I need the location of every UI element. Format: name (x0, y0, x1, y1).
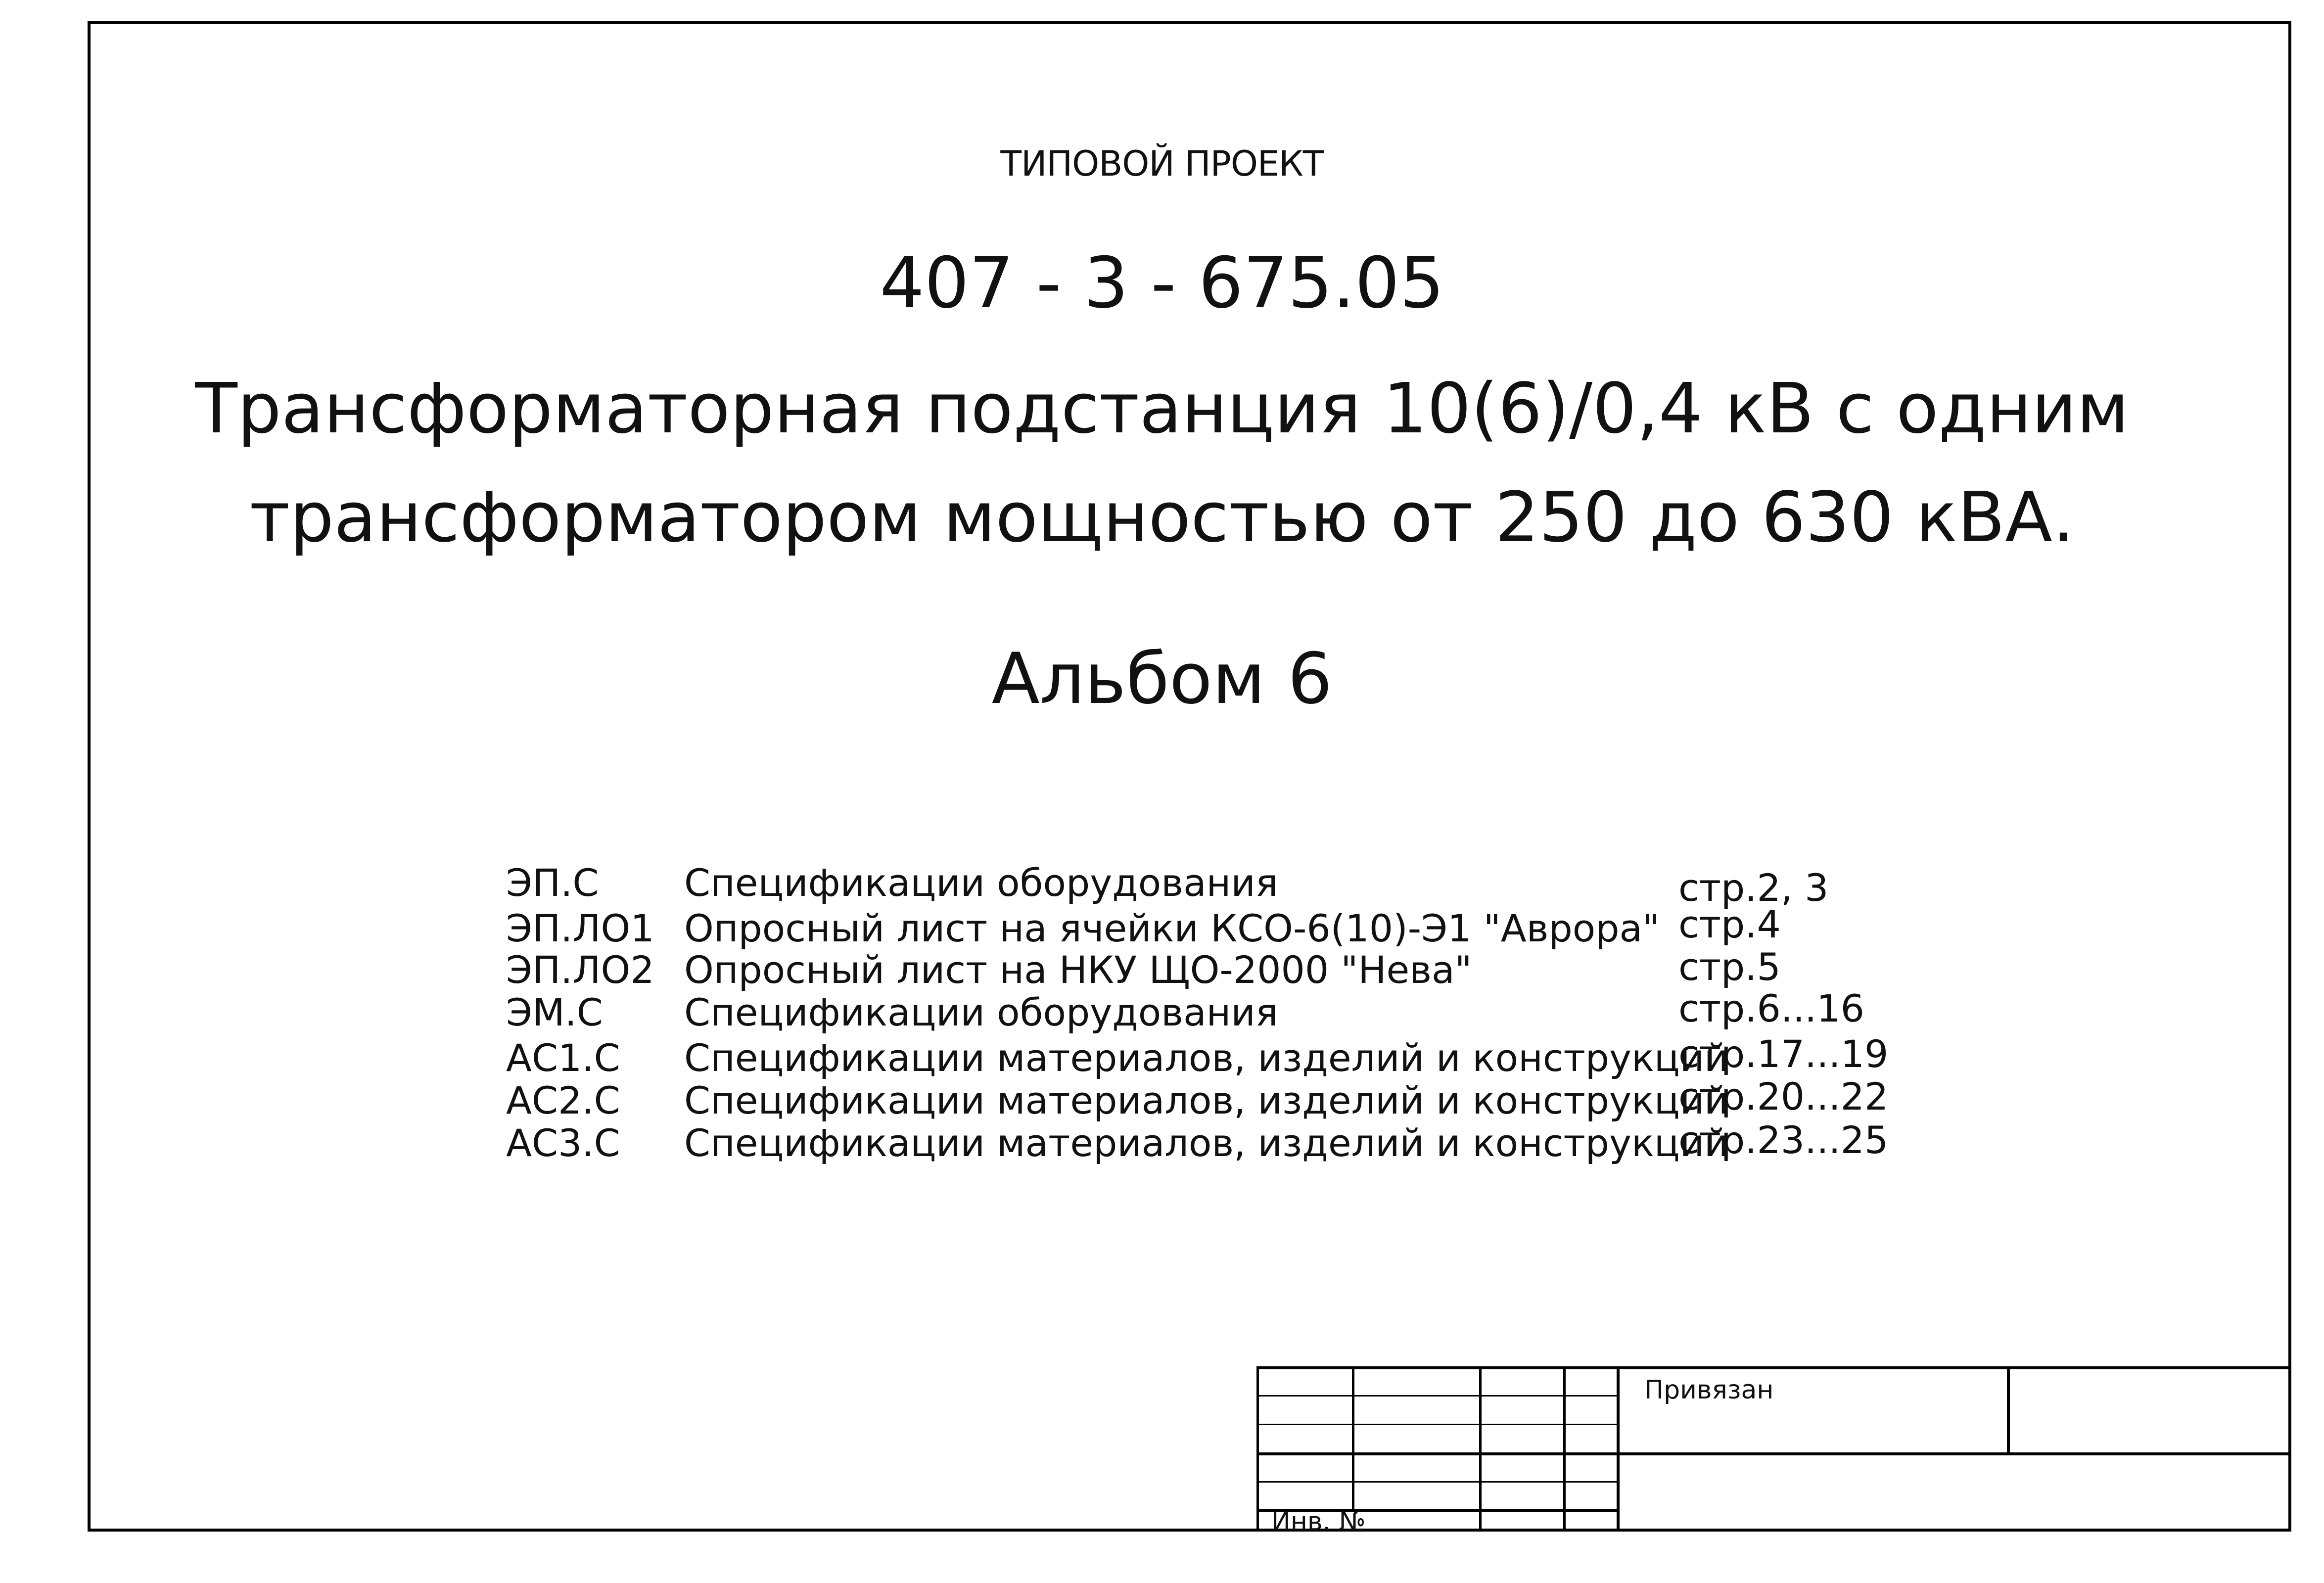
title-block-left-border (1256, 1366, 1259, 1532)
contents-row (0, 986, 2324, 1035)
contents-row (0, 1118, 2324, 1165)
contents-description: Опросный лист на ячейки КСО-6(10)-Э1 "Аврора" (684, 906, 1660, 950)
title-line-1: Трансформаторная подстанция 10(6)/0,4 кВ с одним (195, 369, 2129, 449)
contents-description: Спецификации материалов, изделий и конструкций (684, 1078, 1729, 1122)
contents-description: Спецификации оборудования (684, 990, 1278, 1034)
contents-pages: стр.6...16 (1678, 986, 1864, 1030)
contents-code: ЭП.ЛО2 (506, 948, 654, 992)
contents-code: ЭМ.С (506, 990, 603, 1034)
contents-pages: стр.17...19 (1678, 1032, 1889, 1076)
contents-row (0, 902, 2324, 951)
contents-code: ЭП.ЛО1 (506, 906, 654, 950)
title-line-2: трансформатором мощностью от 250 до 630 кВА. (249, 477, 2075, 558)
title-block-top-border (1256, 1366, 2291, 1369)
series-label: ТИПОВОЙ ПРОЕКТ (1000, 143, 1324, 184)
title-block-column-line (2007, 1366, 2010, 1452)
title-block-column-line (1617, 1366, 1620, 1532)
inventory-label: Инв. № (1271, 1507, 1366, 1536)
album-number: Альбом 6 (991, 638, 1333, 720)
contents-code: АС1.С (506, 1036, 620, 1080)
title-block-divider (1256, 1481, 1617, 1483)
contents-pages: стр.23...25 (1678, 1118, 1889, 1162)
contents-description: Спецификации материалов, изделий и конструкций (684, 1121, 1729, 1165)
title-block-divider (1256, 1424, 1617, 1425)
title-block-column-line (1352, 1366, 1354, 1509)
contents-description: Спецификации материалов, изделий и конструкций (684, 1036, 1729, 1080)
title-block-divider (1256, 1395, 1617, 1397)
contents-code: ЭП.С (506, 861, 599, 905)
title-block-column-line (1563, 1366, 1566, 1532)
title-block-divider (1256, 1452, 2291, 1455)
contents-description: Спецификации оборудования (684, 861, 1278, 905)
contents-pages: стр.4 (1678, 902, 1781, 946)
contents-row (0, 1074, 2324, 1123)
project-code: 407 - 3 - 675.05 (880, 242, 1444, 324)
contents-row (0, 861, 2324, 910)
linked-label: Привязан (1644, 1375, 1774, 1405)
contents-description: Опросный лист на НКУ ЩО-2000 "Нева" (684, 948, 1472, 992)
contents-code: АС2.С (506, 1078, 620, 1122)
contents-pages: стр.20...22 (1678, 1074, 1889, 1118)
contents-row (0, 945, 2324, 992)
title-block-column-line (1479, 1366, 1482, 1532)
contents-pages: стр.2, 3 (1678, 866, 1829, 910)
contents-code: АС3.С (506, 1121, 620, 1165)
contents-pages: стр.5 (1678, 945, 1781, 989)
contents-row (0, 1032, 2324, 1080)
